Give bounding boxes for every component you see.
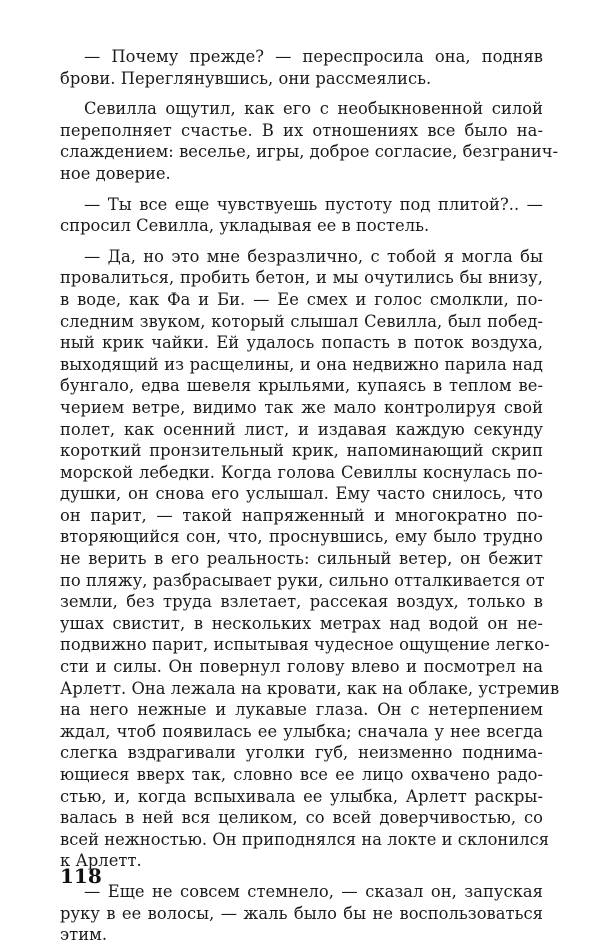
paragraph-2 — [60, 98, 559, 184]
text-line: брови. Переглянувшись, они рассмеялись. — [60, 68, 432, 88]
text-line: земли, без труда взлетает, рассекая воздух, только в — [60, 592, 543, 612]
text-line: морской лебедки. Когда голова Севиллы коснулась по- — [60, 462, 543, 482]
paragraph-1 — [60, 46, 543, 89]
text-line: душки, он снова его услышал. Ему часто снилось, что — [60, 484, 543, 504]
text-line: переполняет счастье. В их отношениях все было на- — [60, 120, 543, 140]
page-text — [60, 46, 560, 946]
text-line: всей нежностью. Он приподнялся на локте и склонился — [60, 829, 550, 849]
text-line: ный крик чайки. Ей удалось попасть в поток воздуха, — [60, 333, 543, 353]
text-line: слаждением: веселье, игры, доброе согласие, безгранич- — [60, 142, 559, 162]
text-line: Арлетт. Она лежала на кровати, как на облаке, устремив — [60, 678, 560, 698]
text-line: к Арлетт. — [60, 851, 142, 871]
text-line: следним звуком, который слышал Севилла, был побед- — [60, 311, 543, 331]
text-line: ждал, чтоб появилась ее улыбка; сначала у нее всегда — [60, 721, 543, 741]
paragraph-4 — [60, 246, 560, 872]
text-line: подвижно парит, испытывая чудесное ощущение легко- — [60, 635, 550, 655]
text-line: вторяющийся сон, что, проснувшись, ему было трудно — [60, 527, 543, 547]
text-line: по пляжу, разбрасывает руки, сильно отталкивается от — [60, 570, 545, 590]
text-line: стью, и, когда вспыхивала ее улыбка, Арлетт раскры- — [60, 786, 543, 806]
text-line: ющиеся вверх так, словно все ее лицо охвачено радо- — [60, 765, 543, 784]
text-line: короткий пронзительный крик, напоминающий скрип — [60, 441, 543, 461]
text-line: ушах свистит, в нескольких метрах над водой он не- — [60, 613, 543, 633]
text-line: на него нежные и лукавые глаза. Он с нетерпением — [60, 700, 543, 720]
text-line: ное доверие. — [60, 163, 171, 183]
paragraph-5 — [60, 881, 543, 946]
text-line: валась в ней вся целиком, со всей доверчивостью, со — [60, 808, 543, 828]
text-line: он парит, — такой напряженный и многократно по- — [60, 505, 543, 525]
text-line: — Ты все еще чувствуешь пустоту под плитой?.. — — [84, 194, 543, 214]
text-line: не верить в его реальность: сильный ветер, он бежит — [60, 549, 543, 569]
text-line: Севилла ощутил, как его с необыкновенной силой — [84, 99, 543, 119]
paragraph-3 — [60, 194, 543, 237]
text-line: выходящий из расщелины, и она недвижно парила над — [60, 354, 543, 374]
text-line: слегка вздрагивали уголки губ, неизменно поднима- — [60, 743, 543, 763]
text-line: бунгало, едва шевеля крыльями, купаясь в теплом ве- — [60, 376, 543, 396]
text-line: в воде, как Фа и Би. — Ее смех и голос смолкли, по- — [60, 289, 543, 309]
page-number: 118 — [60, 864, 102, 888]
text-line: сти и силы. Он повернул голову влево и посмотрел на — [60, 657, 543, 677]
text-line: провалиться, пробить бетон, и мы очутились бы внизу, — [60, 268, 543, 288]
text-line: руку в ее волосы, — жаль было бы не воспользоваться — [60, 903, 543, 923]
text-line: полет, как осенний лист, и издавая каждую секунду — [60, 419, 543, 439]
text-line: — Еще не совсем стемнело, — сказал он, запуская — [84, 881, 543, 901]
text-line: черием ветре, видимо так же мало контролируя свой — [60, 397, 543, 417]
text-line: этим. — [60, 925, 108, 945]
text-line: — Да, но это мне безразлично, с тобой я могла бы — [84, 246, 543, 266]
text-line: — Почему прежде? — переспросила она, подняв — [84, 47, 543, 66]
text-line: спросил Севилла, укладывая ее в постель. — [60, 216, 430, 236]
